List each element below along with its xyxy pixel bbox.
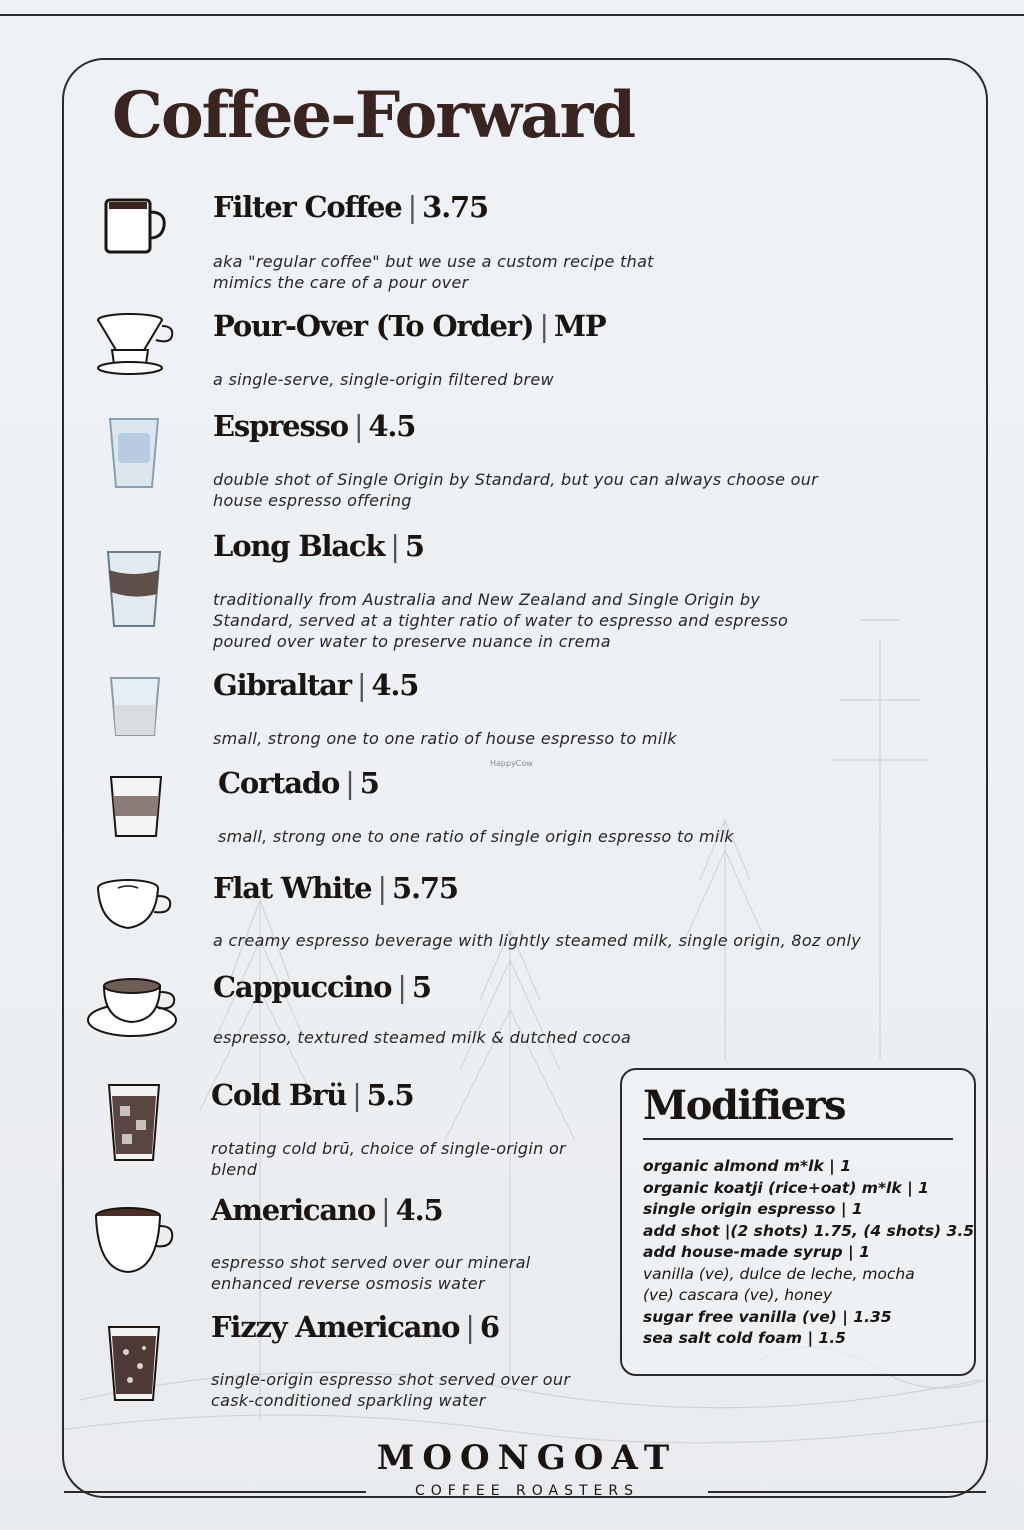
gibraltar-glass-icon xyxy=(106,673,164,739)
separator: | xyxy=(353,409,363,443)
menu-item-title xyxy=(218,766,379,800)
item-description: small, strong one to one ratio of single origin espresso to milk xyxy=(218,827,734,846)
iced-glass-icon xyxy=(104,1080,164,1164)
menu-item-title xyxy=(213,190,488,224)
cappuccino-cup-icon xyxy=(86,972,182,1042)
item-description: aka "regular coffee" but we use a custom recipe that mimics the care of a pour over xyxy=(213,252,654,292)
separator: | xyxy=(539,309,548,343)
menu-item-title xyxy=(211,1193,442,1227)
item-description: small, strong one to one ratio of house espresso to milk xyxy=(213,729,677,748)
menu-item-title xyxy=(213,529,424,563)
separator: | xyxy=(397,970,406,1004)
item-name: Flat White xyxy=(213,871,372,905)
cortado-glass-icon xyxy=(106,772,166,840)
menu-item-title xyxy=(213,871,458,905)
menu-item-title xyxy=(213,970,431,1004)
item-name: Filter Coffee xyxy=(213,190,402,224)
item-price: 5 xyxy=(359,766,379,800)
watermark-text: HappyCow xyxy=(490,759,533,768)
item-description: espresso shot served over our mineral enhanced reverse osmosis water xyxy=(211,1253,531,1293)
menu-item-title xyxy=(213,409,415,443)
separator: | xyxy=(390,529,399,563)
separator: | xyxy=(377,871,386,905)
espresso-glass-icon xyxy=(104,413,164,493)
modifiers-title: Modifiers xyxy=(643,1082,846,1129)
item-description: rotating cold brū, choice of single-origin or blend xyxy=(211,1139,566,1179)
modifiers-title-rule xyxy=(643,1138,953,1140)
modifier-line: vanilla (ve), dulce de leche, mocha xyxy=(643,1264,915,1283)
menu-item-title xyxy=(211,1078,414,1112)
modifier-line: sea salt cold foam | 1.5 xyxy=(643,1329,846,1347)
item-price: 6 xyxy=(479,1310,499,1344)
flat-white-cup-icon xyxy=(92,874,176,936)
item-price: 4.5 xyxy=(368,409,416,443)
menu-title: Coffee-Forward xyxy=(112,78,635,153)
modifier-line: sugar free vanilla (ve) | 1.35 xyxy=(643,1307,892,1326)
item-price: 5.75 xyxy=(391,871,458,905)
separator: | xyxy=(356,668,366,702)
footer-rule-right xyxy=(708,1491,986,1493)
item-name: Cortado xyxy=(218,766,340,800)
item-description: a single-serve, single-origin filtered brew xyxy=(213,370,554,389)
pour-over-dripper-icon xyxy=(92,308,176,380)
modifier-line: add shot |(2 shots) 1.75, (4 shots) 3.5 xyxy=(643,1221,974,1240)
modifiers-list xyxy=(643,1156,973,1350)
item-description: double shot of Single Origin by Standard, but you can always choose our house espresso offering xyxy=(213,470,819,510)
item-description: espresso, textured steamed milk & dutched cocoa xyxy=(213,1028,632,1047)
item-description: a creamy espresso beverage with lightly steamed milk, single origin, 8oz only xyxy=(213,931,862,950)
menu-item-title xyxy=(213,309,605,343)
modifier-line: (ve) cascara (ve), honey xyxy=(643,1286,833,1304)
item-name: Americano xyxy=(211,1193,376,1227)
brand-logo-text: MOONGOAT xyxy=(376,1438,678,1478)
item-name: Cappuccino xyxy=(213,970,392,1004)
item-description: traditionally from Australia and New Zealand and Single Origin by Standard, served at a tighter ratio of water to espresso and espresso poured over water to preserve nuance in crema xyxy=(213,590,789,651)
modifier-line: single origin espresso | 1 xyxy=(643,1200,863,1218)
menu-item-title xyxy=(213,668,418,702)
separator: | xyxy=(381,1193,390,1227)
item-price: 3.75 xyxy=(422,190,488,224)
fizzy-glass-icon xyxy=(104,1322,164,1404)
brand-tagline: COFFEE ROASTERS xyxy=(414,1483,640,1499)
mug-icon xyxy=(98,192,172,260)
footer-rule-left xyxy=(64,1491,366,1493)
separator: | xyxy=(465,1310,474,1344)
item-name: Fizzy Americano xyxy=(211,1310,460,1344)
separator: | xyxy=(345,766,354,800)
item-name: Pour-Over (To Order) xyxy=(213,309,534,343)
item-price: 4.5 xyxy=(395,1193,443,1227)
item-price: 5 xyxy=(411,970,431,1004)
item-price: 5 xyxy=(404,529,424,563)
item-name: Espresso xyxy=(213,409,348,443)
item-price: MP xyxy=(553,309,606,343)
item-price: 5.5 xyxy=(366,1078,414,1112)
separator: | xyxy=(352,1078,361,1112)
americano-cup-icon xyxy=(90,1204,176,1278)
separator: | xyxy=(407,190,417,224)
item-name: Long Black xyxy=(213,529,385,563)
item-description: single-origin espresso shot served over our cask-conditioned sparkling water xyxy=(211,1370,571,1410)
menu-item-title xyxy=(211,1310,499,1344)
item-price: 4.5 xyxy=(371,668,419,702)
modifier-line: organic koatji (rice+oat) m*lk | 1 xyxy=(643,1178,929,1197)
modifier-line: organic almond m*lk | 1 xyxy=(643,1157,851,1175)
item-name: Cold Brü xyxy=(211,1078,347,1112)
item-name: Gibraltar xyxy=(213,668,351,702)
long-black-glass-icon xyxy=(102,548,166,630)
modifier-line: add house-made syrup | 1 xyxy=(643,1243,870,1261)
